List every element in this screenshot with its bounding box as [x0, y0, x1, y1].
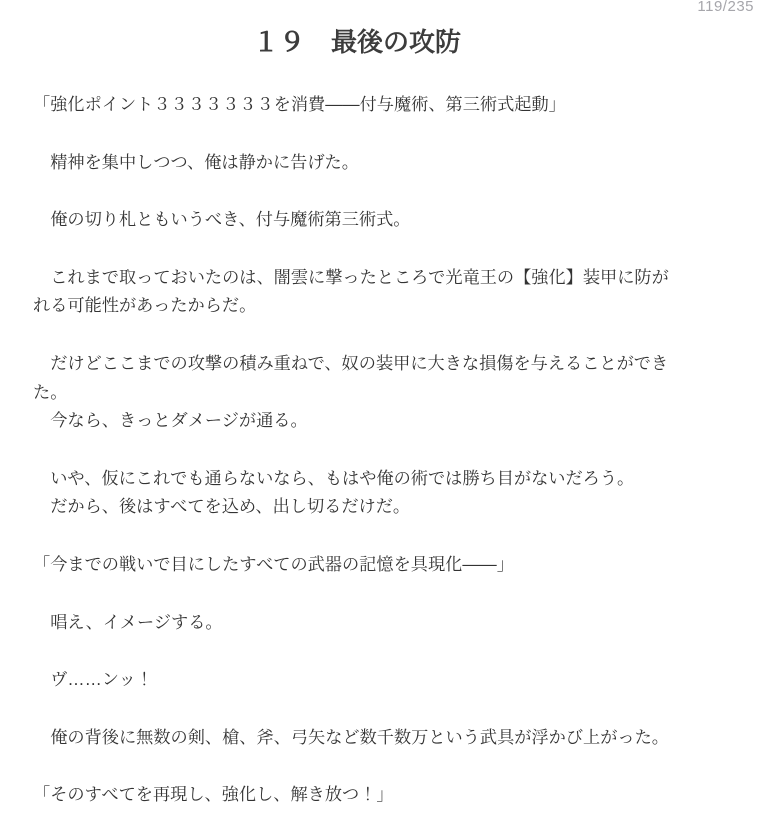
paragraph: いや、仮にこれでも通らないなら、もはや俺の術では勝ち目がないだろう。 だから、後はすべてを込め、出し切るだけだ。 — [33, 467, 635, 517]
paragraph: これまで取っておいたのは、闇雲に撃ったところで光竜王の【強化】装甲に防がれる可能性があったからだ。 — [33, 266, 669, 316]
paragraph: 俺の背後に無数の剣、槍、斧、弓矢など数千数万という武具が浮かび上がった。 — [33, 726, 669, 747]
chapter-body — [33, 90, 681, 809]
paragraph: ヴ……ンッ！ — [33, 669, 153, 690]
paragraph: だけどここまでの攻撃の積み重ねで、奴の装甲に大きな損傷を与えることができた。 今なら、きっとダメージが通る。 — [33, 352, 669, 431]
paragraph: 「強化ポイント３３３３３３３を消費――付与魔術、第三術式起動」 — [33, 94, 566, 114]
paragraph: 唱え、イメージする。 — [33, 611, 223, 632]
page-counter: 119/235 — [697, 0, 754, 15]
chapter-title: １９ 最後の攻防 — [252, 27, 461, 57]
paragraph: 「今までの戦いで目にしたすべての武器の記憶を具現化――」 — [33, 553, 514, 574]
paragraph: 「そのすべてを再現し、強化し、解き放つ！」 — [33, 784, 394, 805]
paragraph: 俺の切り札ともいうべき、付与魔術第三術式。 — [33, 209, 411, 230]
paragraph: 精神を集中しつつ、俺は静かに告げた。 — [33, 151, 359, 172]
